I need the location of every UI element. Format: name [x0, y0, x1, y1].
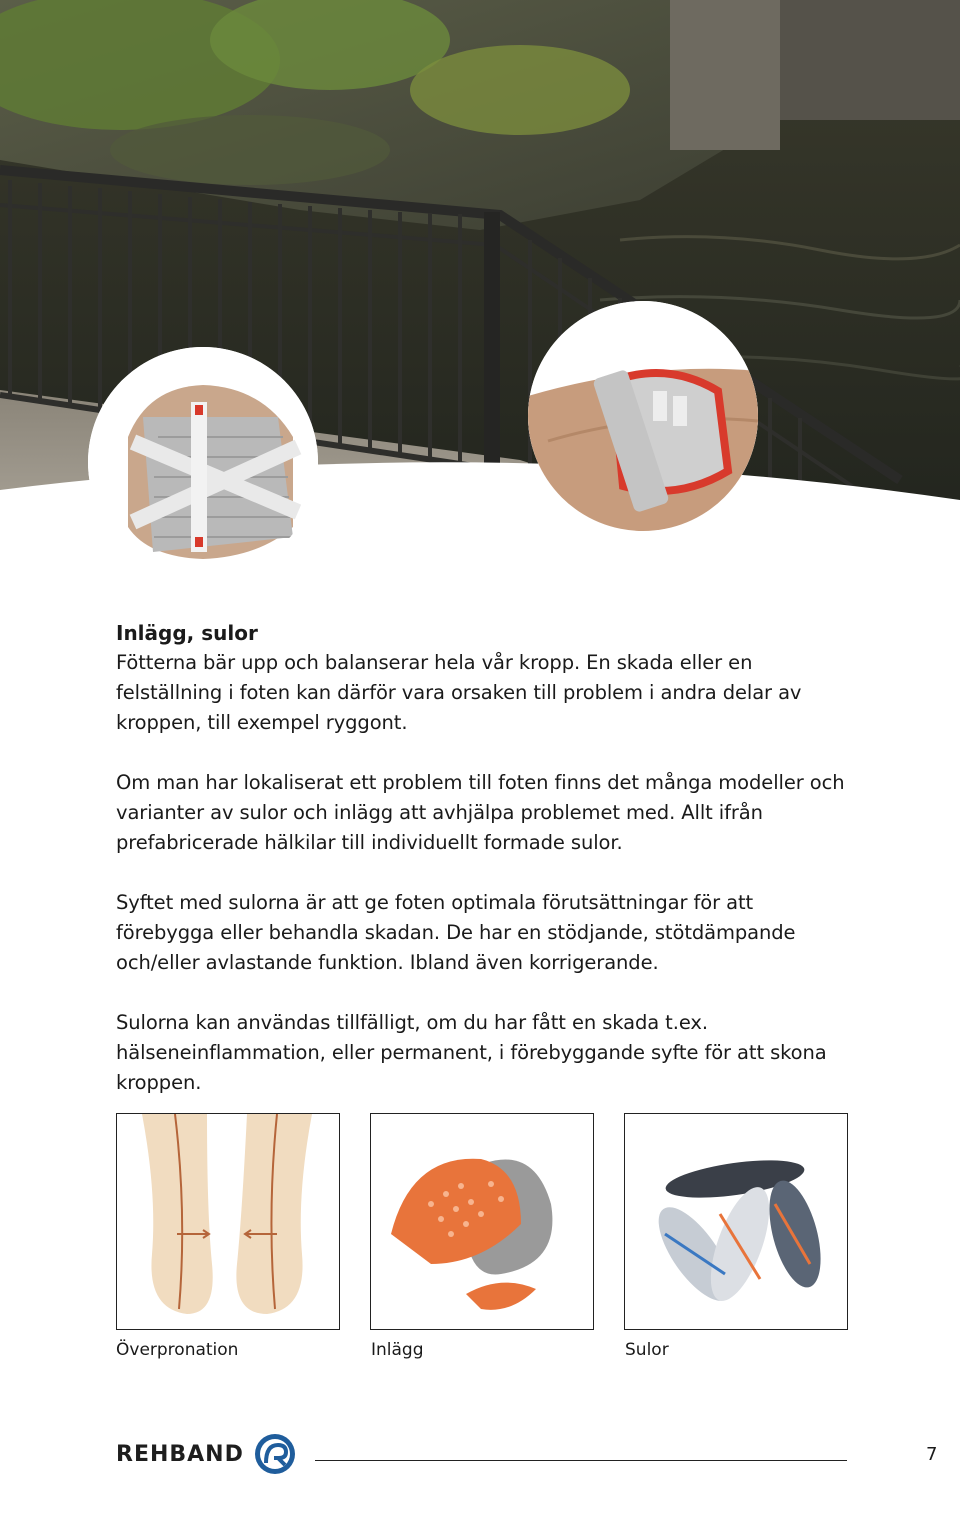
elbow-strap-image [528, 301, 758, 531]
article-body [116, 618, 846, 1128]
gallery-caption: Sulor [625, 1340, 669, 1360]
brand-emblem-icon [254, 1433, 296, 1475]
footer-rule [315, 1460, 847, 1461]
overpronation-image [116, 1113, 340, 1330]
insoles-image [624, 1113, 848, 1330]
article-paragraph: Sulorna kan användas tillfälligt, om du har fått en skada t.ex. hälseneinflammation, eller permanent, i förebyggande syfte för att skona kroppen. [116, 1011, 827, 1094]
back-support-image [88, 347, 318, 577]
gallery-caption: Inlägg [371, 1340, 424, 1360]
brand-wordmark: REHBAND [116, 1441, 244, 1467]
article-heading: Inlägg, sulor [116, 621, 258, 645]
heel-insert-image [370, 1113, 594, 1330]
gallery-caption: Överpronation [116, 1340, 239, 1360]
brand-logo [116, 1432, 296, 1476]
page-number: 7 [926, 1444, 938, 1465]
article-paragraph: Om man har lokaliserat ett problem till foten finns det många modeller och varianter av sulor och inlägg att avhjälpa problemet med. Allt ifrån prefabricerade hälkilar till individuellt formade sulor. [116, 771, 845, 854]
article-paragraph: Syftet med sulorna är att ge foten optimala förutsättningar för att förebygga eller behandla skadan. De har en stödjande, stötdämpande och/eller avlastande funktion. Ibland även korrigerande. [116, 891, 796, 974]
article-paragraph: Fötterna bär upp och balanserar hela vår kropp. En skada eller en felställning i foten kan därför vara orsaken till problem i andra delar av kroppen, till exempel ryggont. [116, 651, 802, 734]
